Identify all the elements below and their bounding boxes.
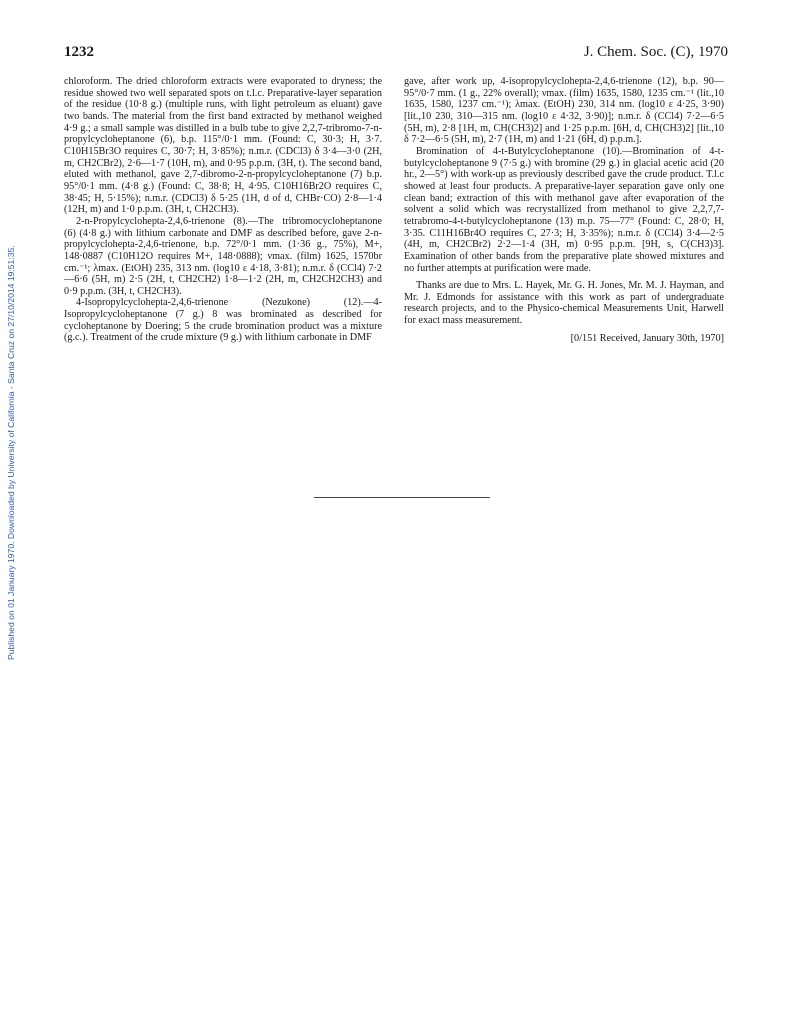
left-column: [64, 76, 382, 344]
right-column: [404, 76, 724, 344]
paragraph-propylcycloheptatrienone: 2-n-Propylcyclohepta-2,4,6-trienone (8).—The tribromocycloheptanone (6) (4·8 g.) with lithium carbonate and DMF as described before, gave 2-n-propylcyclohepta-2,4,6-trienone, b.p. 72°/0·1 mm. (1·36 g., 75%), M+, 148·0887 (C10H12O requires M+, 148·0888); νmax. (film) 1625, 1570br cm.⁻¹; λmax. (EtOH) 235, 313 nm. (log10 ε 4·18, 3·81); n.m.r. δ (CCl4) 7·2—6·6 (5H, m) 2·5 (2H, t, CH2CH2) 1·8—1·2 (2H, m, CH2CH2CH3) and 0·9 p.p.m. (3H, t, CH2CH3).: [64, 215, 382, 297]
paragraph-nezukone: 4-Isopropylcyclohepta-2,4,6-trienone (Nezukone) (12).—4-Isopropylcycloheptanone (7 g.) 8 was brominated as described for cycloheptanone by Doering; 5 the crude bromination product was a mixture (g.c.). Treatment of the crude mixture (9 g.) with lithium carbonate in DMF: [64, 297, 382, 344]
paragraph-acknowledgements: Thanks are due to Mrs. L. Hayek, Mr. G. H. Jones, Mr. M. J. Hayman, and Mr. J. Edmonds for assistance with this work as part of undergraduate research projects, and to the Physico-chemical Measurements Unit, Harwell for exact mass measurement.: [404, 280, 724, 327]
page-number: 1232: [64, 44, 94, 60]
paragraph-butylcycloheptanone: Bromination of 4-t-Butylcycloheptanone (10).—Bromination of 4-t-butylcycloheptanone 9 (7·5 g.) with bromine (29 g.) in glacial acetic acid (20 hr., 2—5°) with work-up as previously described gave the crude product. T.l.c showed at least four products. A preparative-layer separation gave only one clean band; extraction of this with methanol gave after evaporation of the solvent a solid which was recrystallized from methanol to give 2,2,7,7-tetrabromo-4-t-butylcycloheptanone (13) m.p. 75—77° (Found: C, 28·0; H, 3·35. C11H16Br4O requires C, 27·3; H, 3·35%); n.m.r. δ (CCl4) 3·4—2·5 (4H, m, CH2CBr2) 2·2—1·4 (3H, m) 0·95 p.p.m. [9H, s, C(CH3)3]. Examination of other bands from the preparative plate showed mixtures and no further attempts at purification were made.: [404, 145, 724, 274]
paragraph-nezukone-continued: gave, after work up, 4-isopropylcyclohepta-2,4,6-trienone (12), b.p. 90—95°/0·7 mm. (1 g., 22% overall); νmax. (film) 1635, 1580, 1235 cm.⁻¹ (lit.,10 1635, 1580, 1237 cm.⁻¹); λmax. (EtOH) 230, 314 nm. (log10 ε 4·25, 3·90) [lit.,10 230, 310—315 nm. (log10 ε 4·32, 3·90)]; n.m.r. δ (CCl4) 7·2—6·5 (5H, m), 2·8 [1H, m, CH(CH3)2] and 1·25 p.p.m. [6H, d, CH(CH3)2] [lit.,10 δ 7·2—6·5 (5H, m), 2·7 (1H, m) and 1·21 (6H, d) p.p.m.].: [404, 76, 724, 146]
journal-title: J. Chem. Soc. (C), 1970: [583, 44, 728, 60]
publication-sidebar-link[interactable]: Published on 01 January 1970. Downloaded by University of California - Santa Cruz on 27/10/2014 19:51:35.: [6, 245, 16, 660]
end-rule-divider: [314, 497, 490, 498]
received-date: [0/151 Received, January 30th, 1970]: [570, 332, 724, 344]
page-header: [64, 44, 728, 68]
paragraph-bromination-results: chloroform. The dried chloroform extracts were evaporated to dryness; the residue showed two well separated spots on t.l.c. Preparative-layer separation of the residue (10·8 g.) (multiple runs, with light petroleum as eluant) gave two bands. The material from the first band extracted by methanol weighed 4·9 g.; a small sample was distilled in a bulb tube to give 2,2,7-tribromo-7-n-propylcycloheptanone (6), b.p. 115°/0·1 mm. (Found: C, 30·3; H, 3·7. C10H15Br3O requires C, 30·7; H, 3·85%); n.m.r. (CDCl3) δ 3·4—3·0 (2H, m, CH2CBr2), 2·6—1·7 (10H, m), and 0·95 p.p.m. (3H, t). The second band, eluted with methanol, gave 2,7-dibromo-2-n-propylcycloheptanone (7) b.p. 95°/0·1 mm. (4·8 g.) (Found: C, 38·8; H, 4·95. C10H16Br2O requires C, 38·45; H, 5·15%); n.m.r. (CDCl3) δ 5·25 (1H, d of d, CHBr·CO) 2·8—1·4 (12H, m) and 1·0 p.p.m. (3H, t, CH2CH3).: [64, 76, 382, 216]
